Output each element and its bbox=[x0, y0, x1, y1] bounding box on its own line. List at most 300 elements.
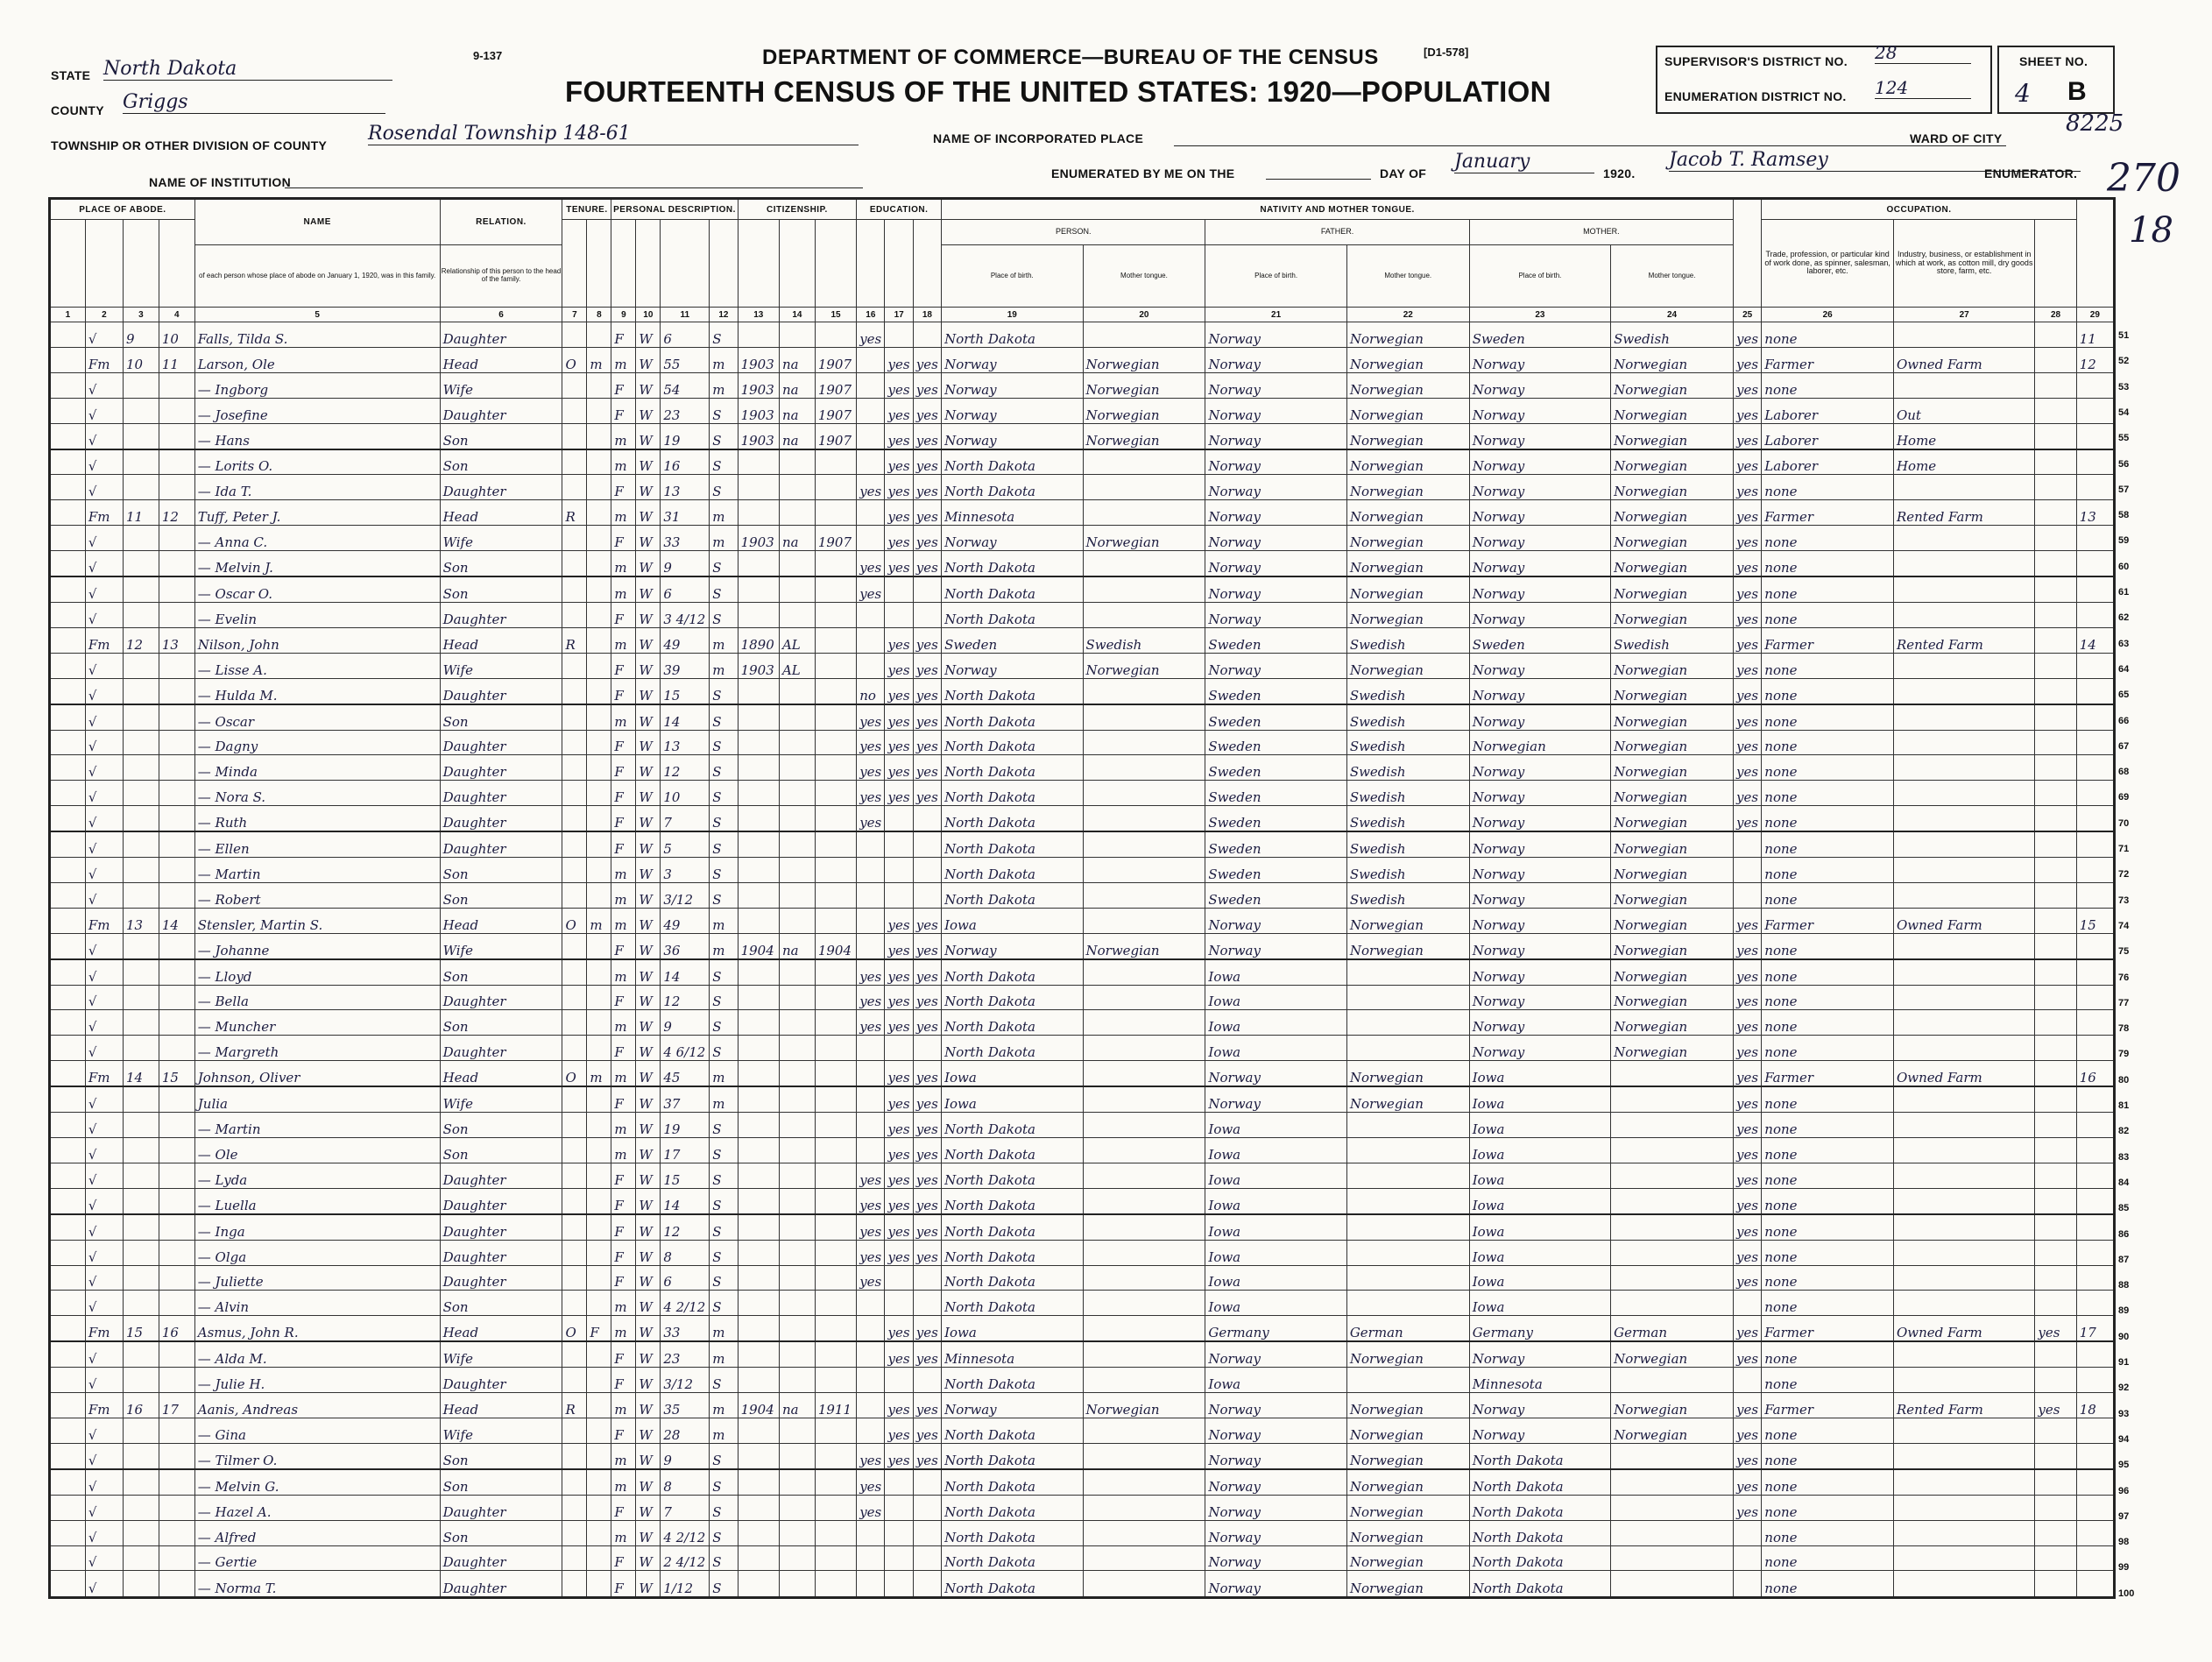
cell-race: W bbox=[636, 551, 661, 576]
cell-trade: none bbox=[1762, 933, 1894, 958]
cell-fam bbox=[159, 1086, 194, 1112]
cell-name: — Ida T. bbox=[194, 475, 440, 500]
cell-house: √ bbox=[85, 1368, 123, 1393]
cell-fpob: Iowa bbox=[1205, 1265, 1346, 1291]
cell-imm bbox=[738, 831, 779, 857]
col-write bbox=[913, 220, 941, 308]
cell-mtng bbox=[1611, 1138, 1734, 1163]
cell-dw bbox=[123, 1571, 159, 1598]
cell-sex: m bbox=[611, 908, 636, 933]
cell-ms: S bbox=[710, 1265, 738, 1291]
cell-age: 10 bbox=[661, 781, 710, 806]
cell-ten bbox=[562, 398, 587, 423]
cell-house: √ bbox=[85, 1010, 123, 1036]
cell-ny bbox=[815, 1443, 856, 1468]
line-number: 61 bbox=[2118, 587, 2130, 598]
cell-name: — Ole bbox=[194, 1138, 440, 1163]
cell-mpob: North Dakota bbox=[1469, 1443, 1610, 1468]
col-age bbox=[661, 220, 710, 308]
cell-fam bbox=[159, 372, 194, 398]
cell-pob: North Dakota bbox=[942, 730, 1083, 755]
table-row bbox=[50, 322, 2115, 348]
column-number: 17 bbox=[885, 308, 913, 322]
cell-ftng: Swedish bbox=[1346, 806, 1469, 831]
cell-age: 55 bbox=[661, 347, 710, 372]
cell-house: √ bbox=[85, 576, 123, 602]
column-number: 3 bbox=[123, 308, 159, 322]
cell-row bbox=[2076, 449, 2114, 475]
cell-imm bbox=[738, 1341, 779, 1367]
cell-house: √ bbox=[85, 730, 123, 755]
cell-dw: 14 bbox=[123, 1061, 159, 1086]
cell-mtng: Norwegian bbox=[1611, 933, 1734, 958]
line-number: 95 bbox=[2118, 1460, 2130, 1471]
cell-name: — Melvin J. bbox=[194, 551, 440, 576]
cell-pob: North Dakota bbox=[942, 1443, 1083, 1468]
line-number: 82 bbox=[2118, 1126, 2130, 1137]
cell-pob: Iowa bbox=[942, 908, 1083, 933]
cell-pob: North Dakota bbox=[942, 576, 1083, 602]
cell-rel: Wife bbox=[440, 1086, 562, 1112]
cell-fam bbox=[159, 551, 194, 576]
cell-rd: yes bbox=[885, 908, 913, 933]
cell-ny bbox=[815, 781, 856, 806]
cell-dw bbox=[123, 1520, 159, 1545]
cell-ms: S bbox=[710, 1010, 738, 1036]
cell-imm bbox=[738, 730, 779, 755]
cell-imm bbox=[738, 1036, 779, 1061]
cell-fam bbox=[159, 1265, 194, 1291]
cell-row: 13 bbox=[2076, 500, 2114, 526]
cell-ten bbox=[562, 1188, 587, 1213]
line-number: 100 bbox=[2118, 1588, 2135, 1599]
cell-dw bbox=[123, 475, 159, 500]
cell-rd: yes bbox=[885, 1188, 913, 1213]
cell-mpob: Norway bbox=[1469, 602, 1610, 627]
cell-sex: F bbox=[611, 398, 636, 423]
cell-pob: Iowa bbox=[942, 1061, 1083, 1086]
cell-emp bbox=[2035, 1545, 2076, 1571]
cell-mtng: Norwegian bbox=[1611, 678, 1734, 704]
cell-sex: F bbox=[611, 1188, 636, 1213]
cell-row bbox=[2076, 1138, 2114, 1163]
line-number: 72 bbox=[2118, 869, 2130, 881]
cell-ny bbox=[815, 1036, 856, 1061]
cell-pob: North Dakota bbox=[942, 1036, 1083, 1061]
cell-att: yes bbox=[857, 806, 885, 831]
cell-name: Stensler, Martin S. bbox=[194, 908, 440, 933]
enumerator-label: ENUMERATOR. bbox=[1984, 166, 2078, 180]
cell-sex: F bbox=[611, 1341, 636, 1367]
col-house-number bbox=[85, 220, 123, 308]
cell-ind bbox=[1893, 755, 2034, 781]
cell-imm bbox=[738, 1163, 779, 1188]
cell-ten bbox=[562, 1418, 587, 1443]
cell-house: √ bbox=[85, 1086, 123, 1112]
cell-trade: none bbox=[1762, 526, 1894, 551]
cell-tng bbox=[1083, 806, 1205, 831]
cell-ftng bbox=[1346, 1113, 1469, 1138]
cell-mort bbox=[587, 1418, 611, 1443]
cell-fam bbox=[159, 526, 194, 551]
cell-eng: yes bbox=[1734, 1061, 1762, 1086]
cell-wr: yes bbox=[913, 449, 941, 475]
cell-mtng: Norwegian bbox=[1611, 908, 1734, 933]
cell-age: 9 bbox=[661, 1443, 710, 1468]
cell-mpob: Norway bbox=[1469, 475, 1610, 500]
cell-ftng: Norwegian bbox=[1346, 908, 1469, 933]
cell-pob: North Dakota bbox=[942, 1188, 1083, 1213]
cell-rel: Daughter bbox=[440, 398, 562, 423]
cell-sex: m bbox=[611, 1113, 636, 1138]
cell-wr: yes bbox=[913, 500, 941, 526]
cell-mtng: Norwegian bbox=[1611, 1393, 1734, 1418]
cell-ms: S bbox=[710, 475, 738, 500]
cell-mpob: Iowa bbox=[1469, 1240, 1610, 1265]
group-person: PERSON. bbox=[942, 220, 1205, 245]
cell-ny bbox=[815, 551, 856, 576]
cell-ten bbox=[562, 781, 587, 806]
cell-tng bbox=[1083, 1571, 1205, 1598]
cell-ms: S bbox=[710, 1520, 738, 1545]
cell-nat bbox=[779, 1036, 815, 1061]
cell-sex: m bbox=[611, 1010, 636, 1036]
cell-ny: 1907 bbox=[815, 372, 856, 398]
cell-rd: yes bbox=[885, 1138, 913, 1163]
cell-fam: 13 bbox=[159, 627, 194, 653]
cell-emp: yes bbox=[2035, 1393, 2076, 1418]
cell-att: yes bbox=[857, 1495, 885, 1520]
cell-ftng: Norwegian bbox=[1346, 526, 1469, 551]
cell-dw bbox=[123, 1138, 159, 1163]
cell-age: 7 bbox=[661, 1495, 710, 1520]
cell-att: yes bbox=[857, 730, 885, 755]
cell-imm bbox=[738, 1520, 779, 1545]
cell-ind bbox=[1893, 781, 2034, 806]
table-row bbox=[50, 372, 2115, 398]
cell-wr: yes bbox=[913, 423, 941, 449]
cell-mtng bbox=[1611, 1061, 1734, 1086]
cell-emp bbox=[2035, 500, 2076, 526]
cell-pob: North Dakota bbox=[942, 1495, 1083, 1520]
cell-trade: none bbox=[1762, 755, 1894, 781]
table-row bbox=[50, 602, 2115, 627]
cell-fpob: Iowa bbox=[1205, 1368, 1346, 1393]
cell-eng: yes bbox=[1734, 398, 1762, 423]
cell-street bbox=[50, 1545, 86, 1571]
cell-street bbox=[50, 475, 86, 500]
cell-sex: m bbox=[611, 551, 636, 576]
table-row bbox=[50, 959, 2115, 985]
line-number: 53 bbox=[2118, 381, 2130, 393]
cell-mtng: Norwegian bbox=[1611, 985, 1734, 1010]
cell-name: — Alfred bbox=[194, 1520, 440, 1545]
column-number: 20 bbox=[1083, 308, 1205, 322]
cell-mpob: Norway bbox=[1469, 908, 1610, 933]
cell-dw bbox=[123, 882, 159, 908]
cell-trade: none bbox=[1762, 882, 1894, 908]
cell-mpob: Norway bbox=[1469, 372, 1610, 398]
margin-note-1: 8225 bbox=[2066, 110, 2124, 137]
cell-nat: AL bbox=[779, 653, 815, 678]
cell-race: W bbox=[636, 678, 661, 704]
line-number: 80 bbox=[2118, 1074, 2130, 1086]
cell-pob: North Dakota bbox=[942, 551, 1083, 576]
cell-nat bbox=[779, 704, 815, 730]
cell-ms: S bbox=[710, 449, 738, 475]
cell-emp bbox=[2035, 1265, 2076, 1291]
census-title: FOURTEENTH CENSUS OF THE UNITED STATES: 1920—POPULATION bbox=[565, 75, 1551, 108]
cell-tng bbox=[1083, 1214, 1205, 1240]
cell-att bbox=[857, 1113, 885, 1138]
cell-ny bbox=[815, 1341, 856, 1367]
cell-ny bbox=[815, 322, 856, 348]
cell-rel: Daughter bbox=[440, 755, 562, 781]
col-name-desc: of each person whose place of abode on January 1, 1920, was in this family. bbox=[194, 245, 440, 308]
cell-rd bbox=[885, 1368, 913, 1393]
cell-mtng: Norwegian bbox=[1611, 730, 1734, 755]
line-number: 86 bbox=[2118, 1228, 2130, 1240]
cell-fam bbox=[159, 1469, 194, 1495]
cell-mtng bbox=[1611, 1214, 1734, 1240]
cell-race: W bbox=[636, 1393, 661, 1418]
cell-imm: 1903 bbox=[738, 372, 779, 398]
cell-ftng: Norwegian bbox=[1346, 1545, 1469, 1571]
line-number: 77 bbox=[2118, 997, 2130, 1008]
cell-eng: yes bbox=[1734, 959, 1762, 985]
cell-street bbox=[50, 398, 86, 423]
cell-sex: m bbox=[611, 1469, 636, 1495]
cell-emp bbox=[2035, 1061, 2076, 1086]
cell-mtng: Swedish bbox=[1611, 627, 1734, 653]
cell-mtng: Norwegian bbox=[1611, 576, 1734, 602]
cell-pob: North Dakota bbox=[942, 1214, 1083, 1240]
cell-mpob: North Dakota bbox=[1469, 1495, 1610, 1520]
cell-ind bbox=[1893, 831, 2034, 857]
cell-fam bbox=[159, 576, 194, 602]
cell-eng: yes bbox=[1734, 1418, 1762, 1443]
cell-trade: none bbox=[1762, 1138, 1894, 1163]
cell-ftng: Swedish bbox=[1346, 730, 1469, 755]
cell-eng: yes bbox=[1734, 678, 1762, 704]
cell-nat bbox=[779, 1265, 815, 1291]
cell-ms: S bbox=[710, 322, 738, 348]
cell-house: √ bbox=[85, 985, 123, 1010]
cell-pob: North Dakota bbox=[942, 806, 1083, 831]
column-number: 25 bbox=[1734, 308, 1762, 322]
cell-rd: yes bbox=[885, 1240, 913, 1265]
cell-emp bbox=[2035, 1291, 2076, 1316]
cell-pob: Norway bbox=[942, 526, 1083, 551]
cell-mpob: Norway bbox=[1469, 449, 1610, 475]
cell-tng bbox=[1083, 1520, 1205, 1545]
cell-house: √ bbox=[85, 858, 123, 883]
cell-imm bbox=[738, 678, 779, 704]
cell-mpob: Minnesota bbox=[1469, 1368, 1610, 1393]
cell-mpob: Norway bbox=[1469, 755, 1610, 781]
cell-name: — Evelin bbox=[194, 602, 440, 627]
cell-mpob: Norway bbox=[1469, 933, 1610, 958]
line-number: 75 bbox=[2118, 946, 2130, 958]
cell-mpob: Norway bbox=[1469, 500, 1610, 526]
cell-sex: m bbox=[611, 1393, 636, 1418]
column-number: 24 bbox=[1611, 308, 1734, 322]
cell-ten bbox=[562, 423, 587, 449]
column-number: 14 bbox=[779, 308, 815, 322]
cell-mtng: Norwegian bbox=[1611, 858, 1734, 883]
sheet-letter: B bbox=[2067, 77, 2087, 106]
cell-house: Fm bbox=[85, 500, 123, 526]
cell-eng: yes bbox=[1734, 1443, 1762, 1468]
cell-ind bbox=[1893, 882, 2034, 908]
institution-line bbox=[285, 170, 863, 188]
cell-emp bbox=[2035, 704, 2076, 730]
cell-fpob: Norway bbox=[1205, 398, 1346, 423]
cell-wr: yes bbox=[913, 1163, 941, 1188]
cell-age: 33 bbox=[661, 526, 710, 551]
cell-age: 49 bbox=[661, 908, 710, 933]
cell-eng bbox=[1734, 858, 1762, 883]
cell-name: — Lyda bbox=[194, 1163, 440, 1188]
cell-race: W bbox=[636, 526, 661, 551]
cell-sex: F bbox=[611, 602, 636, 627]
incorporated-label: NAME OF INCORPORATED PLACE bbox=[933, 131, 1144, 145]
cell-mort bbox=[587, 1138, 611, 1163]
cell-ind bbox=[1893, 1188, 2034, 1213]
table-row bbox=[50, 1418, 2115, 1443]
cell-att bbox=[857, 1393, 885, 1418]
cell-fam bbox=[159, 1368, 194, 1393]
cell-eng: yes bbox=[1734, 806, 1762, 831]
cell-rel: Son bbox=[440, 1469, 562, 1495]
line-number: 93 bbox=[2118, 1408, 2130, 1419]
state-label: STATE bbox=[51, 68, 91, 82]
cell-mtng bbox=[1611, 1240, 1734, 1265]
cell-race: W bbox=[636, 730, 661, 755]
cell-ftng bbox=[1346, 1240, 1469, 1265]
cell-rd bbox=[885, 1520, 913, 1545]
cell-rd: yes bbox=[885, 985, 913, 1010]
line-number: 88 bbox=[2118, 1280, 2130, 1291]
cell-ms: S bbox=[710, 602, 738, 627]
group-father: FATHER. bbox=[1205, 220, 1469, 245]
column-number: 16 bbox=[857, 308, 885, 322]
col-dwelling bbox=[123, 220, 159, 308]
cell-street bbox=[50, 1138, 86, 1163]
line-number: 57 bbox=[2118, 484, 2130, 495]
cell-house: √ bbox=[85, 755, 123, 781]
cell-nat bbox=[779, 985, 815, 1010]
cell-mort bbox=[587, 1443, 611, 1468]
cell-name: — Tilmer O. bbox=[194, 1443, 440, 1468]
cell-ind bbox=[1893, 1214, 2034, 1240]
cell-ftng: Norwegian bbox=[1346, 933, 1469, 958]
cell-row bbox=[2076, 1341, 2114, 1367]
cell-ten bbox=[562, 576, 587, 602]
cell-street bbox=[50, 1495, 86, 1520]
line-number: 69 bbox=[2118, 792, 2130, 803]
table-row bbox=[50, 653, 2115, 678]
cell-age: 3 4/12 bbox=[661, 602, 710, 627]
cell-ten bbox=[562, 322, 587, 348]
cell-wr: yes bbox=[913, 1138, 941, 1163]
table-row bbox=[50, 576, 2115, 602]
cell-street bbox=[50, 653, 86, 678]
cell-name: Johnson, Oliver bbox=[194, 1061, 440, 1086]
cell-imm bbox=[738, 475, 779, 500]
cell-age: 17 bbox=[661, 1138, 710, 1163]
cell-mpob: North Dakota bbox=[1469, 1571, 1610, 1598]
cell-ind: Owned Farm bbox=[1893, 908, 2034, 933]
cell-fpob: Norway bbox=[1205, 1495, 1346, 1520]
col-farm-schedule bbox=[2076, 199, 2114, 308]
cell-ind bbox=[1893, 1265, 2034, 1291]
sheet-label: SHEET NO. bbox=[2019, 54, 2088, 68]
cell-ten bbox=[562, 678, 587, 704]
cell-race: W bbox=[636, 1113, 661, 1138]
cell-emp bbox=[2035, 1571, 2076, 1598]
cell-fam bbox=[159, 806, 194, 831]
cell-ny: 1907 bbox=[815, 347, 856, 372]
cell-pob: Iowa bbox=[942, 1086, 1083, 1112]
cell-ftng: Norwegian bbox=[1346, 322, 1469, 348]
cell-att bbox=[857, 372, 885, 398]
cell-age: 3 bbox=[661, 858, 710, 883]
cell-dw bbox=[123, 576, 159, 602]
cell-mtng: Norwegian bbox=[1611, 398, 1734, 423]
cell-name: — Martin bbox=[194, 858, 440, 883]
cell-row bbox=[2076, 1368, 2114, 1393]
cell-imm: 1904 bbox=[738, 933, 779, 958]
cell-ind bbox=[1893, 526, 2034, 551]
cell-house: √ bbox=[85, 1520, 123, 1545]
cell-mort bbox=[587, 449, 611, 475]
cell-pob: North Dakota bbox=[942, 781, 1083, 806]
cell-sex: F bbox=[611, 475, 636, 500]
line-number: 56 bbox=[2118, 458, 2130, 470]
cell-fam: 17 bbox=[159, 1393, 194, 1418]
cell-fam: 10 bbox=[159, 322, 194, 348]
cell-fam bbox=[159, 831, 194, 857]
line-number: 66 bbox=[2118, 715, 2130, 726]
cell-wr: yes bbox=[913, 1341, 941, 1367]
cell-ftng: Swedish bbox=[1346, 755, 1469, 781]
cell-sex: F bbox=[611, 1086, 636, 1112]
cell-trade: none bbox=[1762, 1036, 1894, 1061]
cell-fpob: Norway bbox=[1205, 933, 1346, 958]
cell-rel: Daughter bbox=[440, 831, 562, 857]
cell-mtng bbox=[1611, 1545, 1734, 1571]
cell-street bbox=[50, 1010, 86, 1036]
cell-street bbox=[50, 1113, 86, 1138]
cell-emp bbox=[2035, 526, 2076, 551]
cell-name: Asmus, John R. bbox=[194, 1316, 440, 1341]
cell-dw bbox=[123, 1341, 159, 1367]
cell-eng: yes bbox=[1734, 1469, 1762, 1495]
cell-eng: yes bbox=[1734, 1214, 1762, 1240]
cell-fam bbox=[159, 1138, 194, 1163]
cell-house: √ bbox=[85, 1443, 123, 1468]
cell-race: W bbox=[636, 1163, 661, 1188]
cell-dw bbox=[123, 423, 159, 449]
cell-fam bbox=[159, 959, 194, 985]
cell-dw bbox=[123, 781, 159, 806]
cell-house: √ bbox=[85, 781, 123, 806]
cell-race: W bbox=[636, 1086, 661, 1112]
cell-rel: Daughter bbox=[440, 475, 562, 500]
cell-emp bbox=[2035, 831, 2076, 857]
cell-mtng bbox=[1611, 1113, 1734, 1138]
